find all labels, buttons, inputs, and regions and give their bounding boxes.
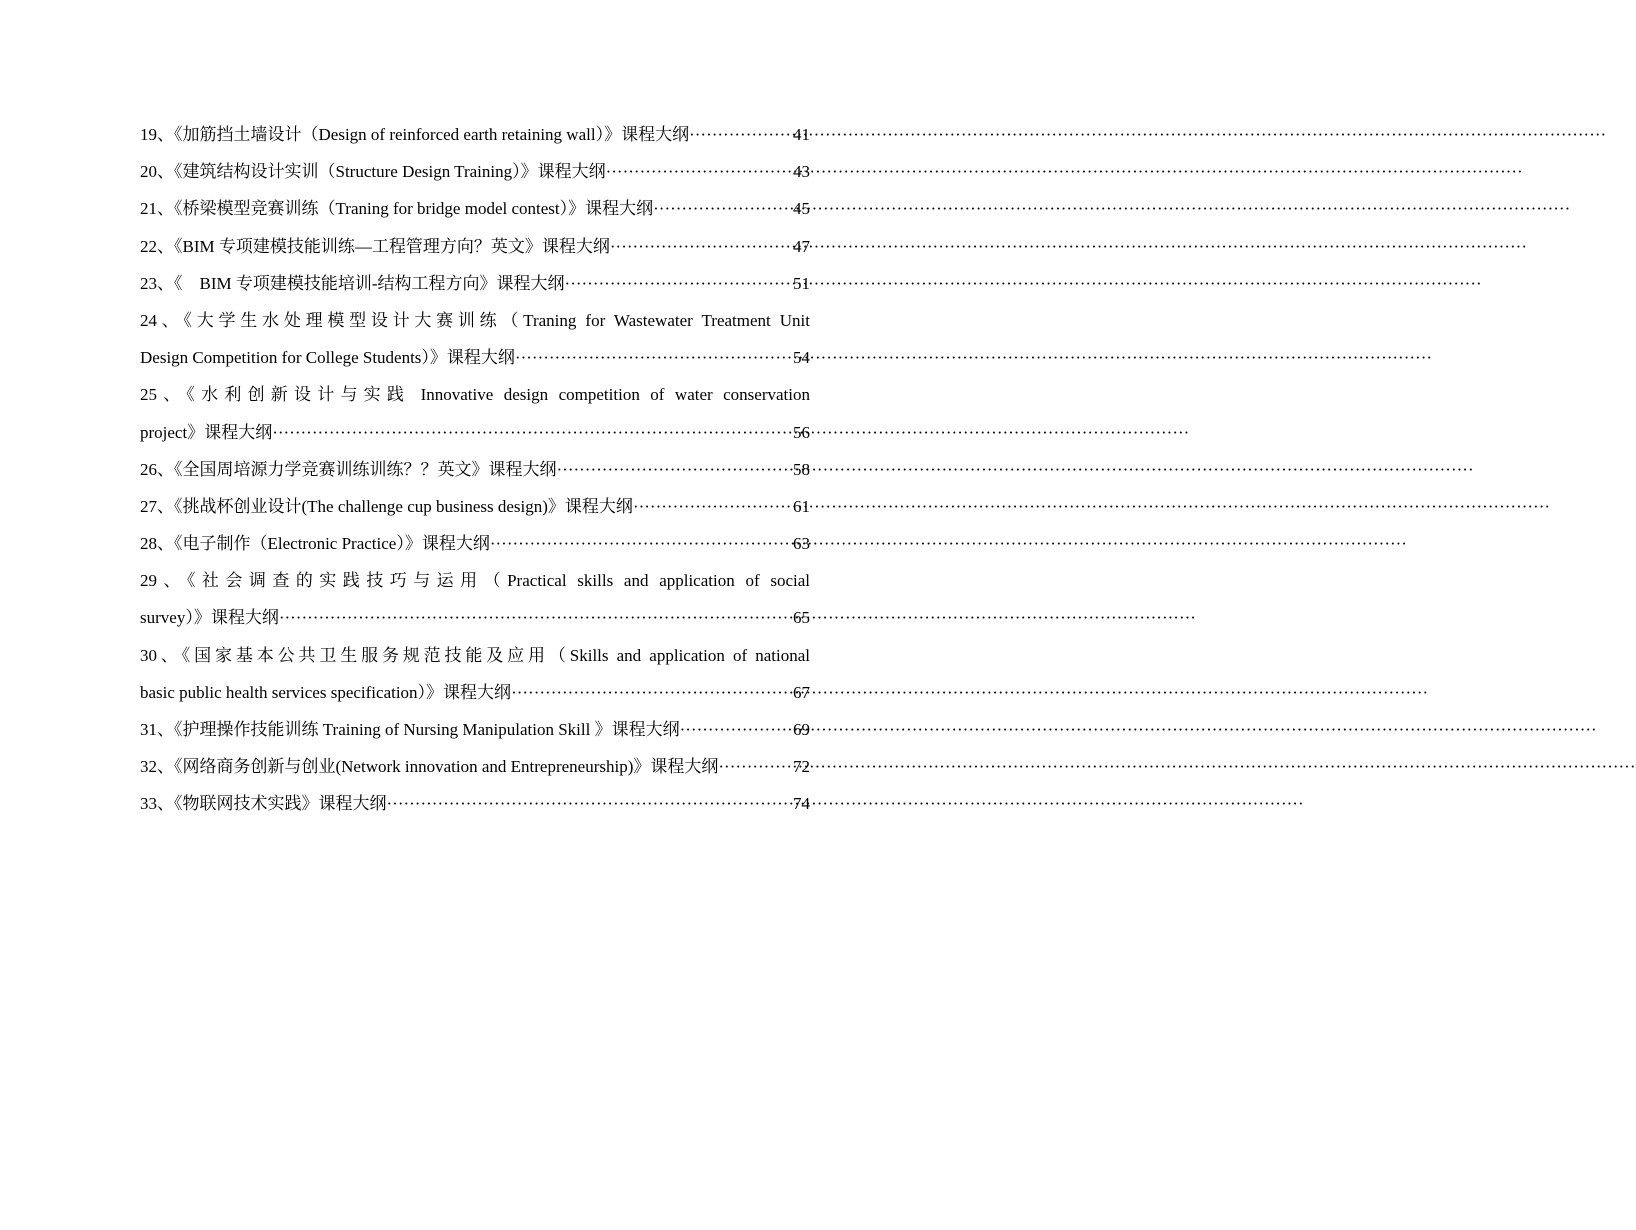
toc-page-number: 56 bbox=[793, 422, 810, 442]
toc-page-number: 67 bbox=[793, 682, 810, 702]
toc-page-number: 54 bbox=[793, 348, 810, 368]
toc-page-number: 74 bbox=[793, 794, 810, 814]
toc-entry[interactable] bbox=[140, 451, 810, 488]
toc-entry-first-line: 24、《大学生水处理模型设计大赛训练（Traning for Wastewater Treatment Unit bbox=[140, 310, 810, 330]
dot-leader bbox=[557, 451, 794, 488]
dot-leader bbox=[565, 265, 793, 302]
toc-entry[interactable] bbox=[140, 228, 810, 265]
toc-entry-title: 28、《电子制作（Electronic Practice）》课程大纲 bbox=[140, 534, 490, 554]
toc-entry[interactable] bbox=[140, 116, 810, 153]
dot-leader bbox=[653, 190, 793, 227]
toc-entry[interactable] bbox=[140, 711, 810, 748]
toc-entry[interactable] bbox=[140, 488, 810, 525]
dot-leader bbox=[279, 599, 793, 636]
toc-page-number: 72 bbox=[793, 757, 810, 777]
toc-page-number: 45 bbox=[793, 199, 810, 219]
toc-entry[interactable] bbox=[140, 376, 810, 450]
toc-entry[interactable] bbox=[140, 748, 810, 785]
dot-leader bbox=[680, 711, 793, 748]
toc-entry-title: Design Competition for College Students）》课程大纲 bbox=[140, 348, 515, 368]
toc-line bbox=[140, 451, 810, 488]
toc-page-number: 51 bbox=[793, 273, 810, 293]
dot-leader bbox=[272, 414, 793, 451]
toc-entry[interactable] bbox=[140, 190, 810, 227]
toc-line bbox=[140, 711, 810, 748]
dot-leader bbox=[606, 153, 793, 190]
toc-page-number: 63 bbox=[793, 534, 810, 554]
dot-leader bbox=[490, 525, 793, 562]
dot-leader bbox=[689, 116, 793, 153]
toc-line bbox=[140, 674, 810, 711]
toc-line bbox=[140, 785, 810, 822]
toc-line bbox=[140, 265, 810, 302]
toc-entry-title: survey）》课程大纲 bbox=[140, 608, 279, 628]
dot-leader bbox=[511, 674, 793, 711]
toc-entry-title: 22、《BIM 专项建模技能训练—工程管理方向？英文》课程大纲 bbox=[140, 236, 610, 256]
toc-line bbox=[140, 116, 810, 153]
toc-page-number: 47 bbox=[793, 236, 810, 256]
toc-page-number: 61 bbox=[793, 496, 810, 516]
toc-page-number: 69 bbox=[793, 720, 810, 739]
toc-line bbox=[140, 525, 810, 562]
toc-entry[interactable] bbox=[140, 302, 810, 376]
toc-line bbox=[140, 153, 810, 190]
toc-entry-title: project》课程大纲 bbox=[140, 422, 273, 442]
toc-entry[interactable] bbox=[140, 525, 810, 562]
dot-leader bbox=[633, 488, 793, 525]
toc-entry-title: 19、《加筋挡土墙设计（Design of reinforced earth retaining wall）》课程大纲 bbox=[140, 125, 690, 144]
toc-line bbox=[140, 190, 810, 227]
toc-line bbox=[140, 599, 810, 636]
dot-leader bbox=[610, 228, 793, 265]
toc-entry[interactable] bbox=[140, 265, 810, 302]
toc-page-number: 65 bbox=[793, 608, 810, 628]
toc-entry-title: 32、《网络商务创新与创业(Network innovation and Entrepreneurship)》课程大纲 bbox=[140, 757, 719, 777]
toc-entry-first-line: 30、《国家基本公共卫生服务规范技能及应用（Skills and application of national bbox=[140, 645, 810, 665]
toc-entry-title: 27、《挑战杯创业设计(The challenge cup business design)》课程大纲 bbox=[140, 496, 633, 516]
toc-page-number: 41 bbox=[793, 125, 810, 144]
toc-entry[interactable] bbox=[140, 637, 810, 711]
toc-entry-title: 31、《护理操作技能训练 Training of Nursing Manipulation Skill 》课程大纲 bbox=[140, 720, 680, 739]
table-of-contents bbox=[140, 116, 810, 823]
toc-entry-first-line: 29、《社会调查的实践技巧与运用（Practical skills and application of social bbox=[140, 571, 810, 591]
toc-line bbox=[140, 414, 810, 451]
dot-leader bbox=[515, 339, 793, 376]
toc-entry[interactable] bbox=[140, 785, 810, 822]
toc-line bbox=[140, 748, 810, 785]
toc-line bbox=[140, 339, 810, 376]
toc-entry-first-line: 25、《水利创新设计与实践 Innovative design competition of water conservation bbox=[140, 385, 810, 405]
toc-page-number: 58 bbox=[793, 459, 810, 479]
toc-entry[interactable] bbox=[140, 562, 810, 636]
toc-line bbox=[140, 488, 810, 525]
toc-line bbox=[140, 228, 810, 265]
toc-entry-title: 26、《全国周培源力学竞赛训练训练？？英文》课程大纲 bbox=[140, 459, 557, 479]
toc-entry-title: 23、《 BIM 专项建模技能培训-结构工程方向》课程大纲 bbox=[140, 273, 565, 293]
toc-entry-title: 21、《桥梁模型竞赛训练（Traning for bridge model contest）》课程大纲 bbox=[140, 199, 654, 219]
toc-page-number: 43 bbox=[793, 162, 810, 182]
toc-entry-title: 33、《物联网技术实践》课程大纲 bbox=[140, 794, 387, 814]
dot-leader bbox=[718, 748, 793, 785]
toc-entry-title: 20、《建筑结构设计实训（Structure Design Training）》课程大纲 bbox=[140, 162, 606, 182]
toc-entry-title: basic public health services specification）》课程大纲 bbox=[140, 682, 512, 702]
dot-leader bbox=[387, 785, 794, 822]
toc-entry[interactable] bbox=[140, 153, 810, 190]
